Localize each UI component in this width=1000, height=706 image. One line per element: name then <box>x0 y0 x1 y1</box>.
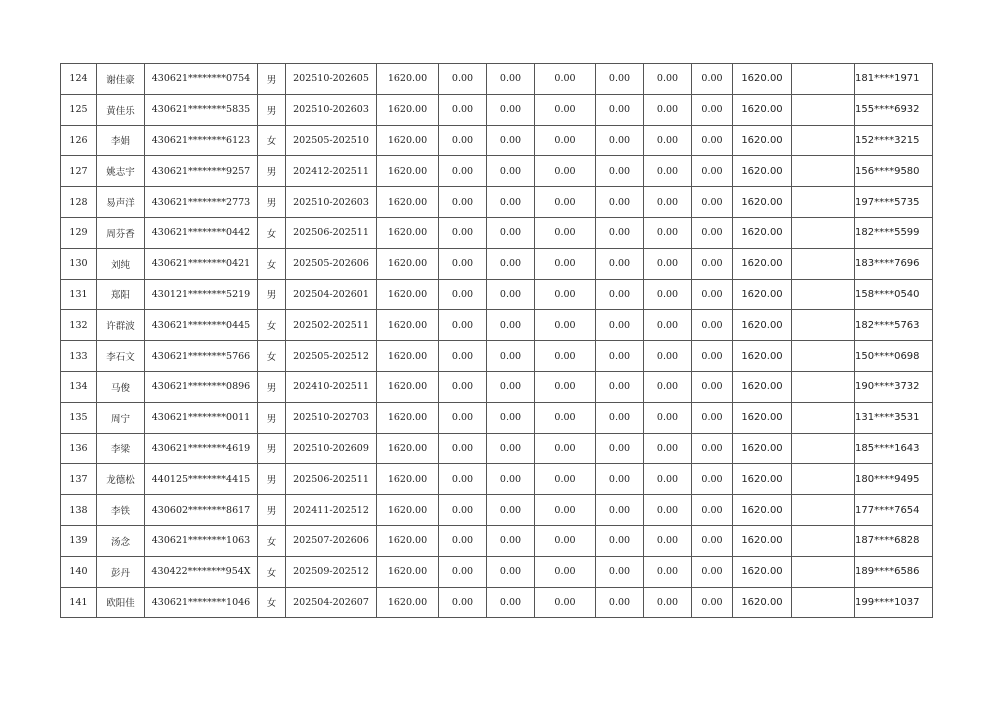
cell-amount-1: 1620.00 <box>377 125 439 156</box>
cell-period: 202504-202601 <box>286 279 377 310</box>
cell-id-number: 430621********0896 <box>145 371 258 402</box>
cell-amount-6: 0.00 <box>644 94 692 125</box>
table-row <box>61 156 933 187</box>
cell-period: 202504-202607 <box>286 587 377 618</box>
cell-amount-3: 0.00 <box>487 217 535 248</box>
cell-note <box>792 187 855 218</box>
cell-amount-4: 0.00 <box>535 464 596 495</box>
cell-index: 133 <box>61 341 97 372</box>
cell-amount-2: 0.00 <box>439 64 487 95</box>
cell-amount-2: 0.00 <box>439 556 487 587</box>
cell-sex: 男 <box>258 64 286 95</box>
cell-amount-7: 0.00 <box>692 310 733 341</box>
cell-amount-5: 0.00 <box>596 217 644 248</box>
cell-amount-6: 0.00 <box>644 310 692 341</box>
cell-total: 1620.00 <box>733 125 792 156</box>
cell-sex: 男 <box>258 371 286 402</box>
table-row <box>61 310 933 341</box>
cell-index: 130 <box>61 248 97 279</box>
cell-id-number: 430621********1046 <box>145 587 258 618</box>
cell-amount-4: 0.00 <box>535 94 596 125</box>
cell-sex: 男 <box>258 402 286 433</box>
cell-amount-1: 1620.00 <box>377 433 439 464</box>
cell-period: 202510-202609 <box>286 433 377 464</box>
cell-amount-1: 1620.00 <box>377 187 439 218</box>
cell-index: 138 <box>61 495 97 526</box>
cell-amount-5: 0.00 <box>596 464 644 495</box>
cell-amount-6: 0.00 <box>644 217 692 248</box>
cell-amount-2: 0.00 <box>439 464 487 495</box>
table-row <box>61 217 933 248</box>
cell-note <box>792 248 855 279</box>
cell-amount-6: 0.00 <box>644 371 692 402</box>
cell-total: 1620.00 <box>733 217 792 248</box>
cell-amount-4: 0.00 <box>535 495 596 526</box>
cell-total: 1620.00 <box>733 64 792 95</box>
cell-phone: 158****0540 <box>855 279 933 310</box>
cell-phone: 190****3732 <box>855 371 933 402</box>
cell-amount-3: 0.00 <box>487 525 535 556</box>
cell-phone: 199****1037 <box>855 587 933 618</box>
cell-total: 1620.00 <box>733 156 792 187</box>
cell-amount-1: 1620.00 <box>377 464 439 495</box>
cell-note <box>792 156 855 187</box>
cell-amount-5: 0.00 <box>596 94 644 125</box>
cell-phone: 197****5735 <box>855 187 933 218</box>
cell-period: 202510-202703 <box>286 402 377 433</box>
cell-name: 许群波 <box>97 310 145 341</box>
cell-amount-6: 0.00 <box>644 341 692 372</box>
cell-amount-1: 1620.00 <box>377 402 439 433</box>
cell-amount-1: 1620.00 <box>377 341 439 372</box>
cell-phone: 187****6828 <box>855 525 933 556</box>
cell-amount-5: 0.00 <box>596 341 644 372</box>
cell-amount-1: 1620.00 <box>377 279 439 310</box>
cell-amount-1: 1620.00 <box>377 310 439 341</box>
cell-amount-5: 0.00 <box>596 187 644 218</box>
cell-amount-5: 0.00 <box>596 525 644 556</box>
cell-amount-4: 0.00 <box>535 587 596 618</box>
cell-note <box>792 556 855 587</box>
cell-total: 1620.00 <box>733 587 792 618</box>
cell-name: 周芬香 <box>97 217 145 248</box>
cell-amount-4: 0.00 <box>535 371 596 402</box>
cell-amount-4: 0.00 <box>535 433 596 464</box>
cell-amount-6: 0.00 <box>644 556 692 587</box>
cell-phone: 181****1971 <box>855 64 933 95</box>
cell-note <box>792 64 855 95</box>
cell-amount-7: 0.00 <box>692 495 733 526</box>
cell-name: 汤念 <box>97 525 145 556</box>
cell-id-number: 430621********0011 <box>145 402 258 433</box>
cell-sex: 男 <box>258 279 286 310</box>
cell-index: 129 <box>61 217 97 248</box>
cell-phone: 177****7654 <box>855 495 933 526</box>
cell-amount-6: 0.00 <box>644 495 692 526</box>
cell-note <box>792 94 855 125</box>
cell-amount-3: 0.00 <box>487 156 535 187</box>
cell-period: 202507-202606 <box>286 525 377 556</box>
cell-name: 马俊 <box>97 371 145 402</box>
cell-amount-2: 0.00 <box>439 433 487 464</box>
cell-note <box>792 217 855 248</box>
cell-amount-5: 0.00 <box>596 248 644 279</box>
cell-amount-2: 0.00 <box>439 217 487 248</box>
cell-name: 李铁 <box>97 495 145 526</box>
table-row <box>61 94 933 125</box>
cell-phone: 150****0698 <box>855 341 933 372</box>
cell-id-number: 430621********2773 <box>145 187 258 218</box>
cell-index: 140 <box>61 556 97 587</box>
cell-amount-4: 0.00 <box>535 187 596 218</box>
cell-amount-1: 1620.00 <box>377 525 439 556</box>
cell-id-number: 430621********1063 <box>145 525 258 556</box>
cell-index: 124 <box>61 64 97 95</box>
table-row <box>61 279 933 310</box>
cell-amount-3: 0.00 <box>487 279 535 310</box>
cell-phone: 152****3215 <box>855 125 933 156</box>
cell-index: 136 <box>61 433 97 464</box>
roster-body <box>61 64 933 618</box>
cell-amount-2: 0.00 <box>439 341 487 372</box>
cell-amount-6: 0.00 <box>644 587 692 618</box>
cell-amount-7: 0.00 <box>692 587 733 618</box>
cell-total: 1620.00 <box>733 402 792 433</box>
cell-amount-7: 0.00 <box>692 64 733 95</box>
cell-index: 125 <box>61 94 97 125</box>
cell-note <box>792 495 855 526</box>
cell-amount-4: 0.00 <box>535 556 596 587</box>
cell-amount-4: 0.00 <box>535 217 596 248</box>
cell-amount-2: 0.00 <box>439 125 487 156</box>
cell-amount-1: 1620.00 <box>377 495 439 526</box>
cell-amount-6: 0.00 <box>644 279 692 310</box>
cell-amount-1: 1620.00 <box>377 94 439 125</box>
cell-sex: 男 <box>258 156 286 187</box>
cell-amount-4: 0.00 <box>535 402 596 433</box>
cell-amount-4: 0.00 <box>535 125 596 156</box>
cell-amount-2: 0.00 <box>439 156 487 187</box>
cell-note <box>792 279 855 310</box>
cell-period: 202505-202512 <box>286 341 377 372</box>
cell-name: 李梁 <box>97 433 145 464</box>
cell-amount-2: 0.00 <box>439 371 487 402</box>
cell-amount-5: 0.00 <box>596 556 644 587</box>
cell-total: 1620.00 <box>733 187 792 218</box>
cell-phone: 180****9495 <box>855 464 933 495</box>
cell-index: 137 <box>61 464 97 495</box>
cell-phone: 182****5763 <box>855 310 933 341</box>
cell-name: 黄佳乐 <box>97 94 145 125</box>
cell-amount-4: 0.00 <box>535 156 596 187</box>
cell-note <box>792 587 855 618</box>
cell-amount-3: 0.00 <box>487 464 535 495</box>
cell-amount-5: 0.00 <box>596 371 644 402</box>
cell-total: 1620.00 <box>733 464 792 495</box>
table-row <box>61 402 933 433</box>
cell-name: 周宁 <box>97 402 145 433</box>
cell-amount-6: 0.00 <box>644 64 692 95</box>
cell-period: 202410-202511 <box>286 371 377 402</box>
cell-id-number: 430621********4619 <box>145 433 258 464</box>
cell-index: 134 <box>61 371 97 402</box>
cell-amount-3: 0.00 <box>487 64 535 95</box>
cell-total: 1620.00 <box>733 279 792 310</box>
cell-phone: 185****1643 <box>855 433 933 464</box>
cell-note <box>792 310 855 341</box>
table-row <box>61 433 933 464</box>
cell-amount-1: 1620.00 <box>377 587 439 618</box>
cell-amount-5: 0.00 <box>596 402 644 433</box>
cell-amount-5: 0.00 <box>596 495 644 526</box>
cell-name: 彭丹 <box>97 556 145 587</box>
cell-amount-4: 0.00 <box>535 310 596 341</box>
roster-table <box>60 63 933 618</box>
cell-amount-5: 0.00 <box>596 587 644 618</box>
cell-name: 郑阳 <box>97 279 145 310</box>
cell-amount-2: 0.00 <box>439 94 487 125</box>
cell-period: 202502-202511 <box>286 310 377 341</box>
cell-amount-5: 0.00 <box>596 64 644 95</box>
cell-period: 202509-202512 <box>286 556 377 587</box>
cell-amount-2: 0.00 <box>439 525 487 556</box>
table-row <box>61 464 933 495</box>
table-row <box>61 556 933 587</box>
cell-sex: 男 <box>258 94 286 125</box>
cell-sex: 男 <box>258 187 286 218</box>
table-row <box>61 125 933 156</box>
cell-name: 李娟 <box>97 125 145 156</box>
cell-sex: 女 <box>258 556 286 587</box>
cell-amount-7: 0.00 <box>692 156 733 187</box>
cell-name: 谢佳豪 <box>97 64 145 95</box>
cell-amount-7: 0.00 <box>692 125 733 156</box>
cell-phone: 183****7696 <box>855 248 933 279</box>
cell-name: 李石文 <box>97 341 145 372</box>
cell-sex: 女 <box>258 310 286 341</box>
cell-amount-7: 0.00 <box>692 187 733 218</box>
table-row <box>61 64 933 95</box>
cell-index: 135 <box>61 402 97 433</box>
cell-sex: 男 <box>258 433 286 464</box>
cell-amount-3: 0.00 <box>487 495 535 526</box>
table-row <box>61 341 933 372</box>
cell-amount-2: 0.00 <box>439 248 487 279</box>
cell-amount-6: 0.00 <box>644 464 692 495</box>
cell-period: 202412-202511 <box>286 156 377 187</box>
cell-id-number: 430121********5219 <box>145 279 258 310</box>
cell-amount-3: 0.00 <box>487 402 535 433</box>
cell-id-number: 430621********0421 <box>145 248 258 279</box>
cell-amount-4: 0.00 <box>535 341 596 372</box>
cell-id-number: 430621********5835 <box>145 94 258 125</box>
cell-id-number: 440125********4415 <box>145 464 258 495</box>
cell-amount-2: 0.00 <box>439 495 487 526</box>
cell-total: 1620.00 <box>733 371 792 402</box>
cell-period: 202505-202606 <box>286 248 377 279</box>
cell-total: 1620.00 <box>733 248 792 279</box>
cell-index: 139 <box>61 525 97 556</box>
cell-amount-6: 0.00 <box>644 525 692 556</box>
table-row <box>61 248 933 279</box>
cell-amount-7: 0.00 <box>692 433 733 464</box>
cell-total: 1620.00 <box>733 310 792 341</box>
cell-amount-3: 0.00 <box>487 94 535 125</box>
cell-amount-1: 1620.00 <box>377 371 439 402</box>
cell-amount-7: 0.00 <box>692 402 733 433</box>
cell-amount-7: 0.00 <box>692 279 733 310</box>
cell-amount-6: 0.00 <box>644 402 692 433</box>
cell-amount-6: 0.00 <box>644 187 692 218</box>
cell-amount-2: 0.00 <box>439 402 487 433</box>
cell-amount-4: 0.00 <box>535 525 596 556</box>
cell-sex: 女 <box>258 341 286 372</box>
cell-sex: 女 <box>258 587 286 618</box>
cell-total: 1620.00 <box>733 433 792 464</box>
cell-total: 1620.00 <box>733 94 792 125</box>
cell-amount-1: 1620.00 <box>377 156 439 187</box>
cell-id-number: 430621********0754 <box>145 64 258 95</box>
cell-amount-3: 0.00 <box>487 371 535 402</box>
cell-amount-6: 0.00 <box>644 125 692 156</box>
cell-period: 202411-202512 <box>286 495 377 526</box>
cell-period: 202510-202605 <box>286 64 377 95</box>
cell-name: 易声洋 <box>97 187 145 218</box>
cell-index: 131 <box>61 279 97 310</box>
cell-phone: 182****5599 <box>855 217 933 248</box>
cell-name: 龙德松 <box>97 464 145 495</box>
cell-id-number: 430621********9257 <box>145 156 258 187</box>
cell-note <box>792 433 855 464</box>
cell-index: 132 <box>61 310 97 341</box>
cell-total: 1620.00 <box>733 341 792 372</box>
cell-period: 202510-202603 <box>286 94 377 125</box>
cell-note <box>792 341 855 372</box>
cell-amount-3: 0.00 <box>487 248 535 279</box>
cell-sex: 男 <box>258 464 286 495</box>
cell-amount-7: 0.00 <box>692 525 733 556</box>
cell-amount-7: 0.00 <box>692 556 733 587</box>
cell-note <box>792 525 855 556</box>
cell-amount-1: 1620.00 <box>377 64 439 95</box>
cell-phone: 189****6586 <box>855 556 933 587</box>
cell-amount-3: 0.00 <box>487 587 535 618</box>
table-row <box>61 587 933 618</box>
cell-amount-5: 0.00 <box>596 310 644 341</box>
cell-index: 128 <box>61 187 97 218</box>
table-row <box>61 371 933 402</box>
cell-sex: 女 <box>258 525 286 556</box>
cell-amount-5: 0.00 <box>596 156 644 187</box>
cell-total: 1620.00 <box>733 556 792 587</box>
cell-amount-6: 0.00 <box>644 156 692 187</box>
cell-amount-7: 0.00 <box>692 248 733 279</box>
cell-phone: 156****9580 <box>855 156 933 187</box>
cell-index: 127 <box>61 156 97 187</box>
table-row <box>61 495 933 526</box>
cell-index: 141 <box>61 587 97 618</box>
cell-total: 1620.00 <box>733 525 792 556</box>
cell-sex: 男 <box>258 495 286 526</box>
cell-amount-5: 0.00 <box>596 279 644 310</box>
cell-note <box>792 125 855 156</box>
table-row <box>61 525 933 556</box>
cell-amount-3: 0.00 <box>487 341 535 372</box>
cell-note <box>792 371 855 402</box>
cell-id-number: 430602********8617 <box>145 495 258 526</box>
cell-amount-5: 0.00 <box>596 433 644 464</box>
cell-note <box>792 402 855 433</box>
cell-amount-7: 0.00 <box>692 464 733 495</box>
cell-amount-3: 0.00 <box>487 187 535 218</box>
cell-amount-5: 0.00 <box>596 125 644 156</box>
cell-name: 欧阳佳 <box>97 587 145 618</box>
cell-amount-2: 0.00 <box>439 587 487 618</box>
cell-name: 姚志宇 <box>97 156 145 187</box>
cell-amount-2: 0.00 <box>439 187 487 218</box>
cell-amount-1: 1620.00 <box>377 556 439 587</box>
cell-sex: 女 <box>258 125 286 156</box>
cell-total: 1620.00 <box>733 495 792 526</box>
cell-amount-4: 0.00 <box>535 279 596 310</box>
cell-amount-2: 0.00 <box>439 310 487 341</box>
cell-id-number: 430621********6123 <box>145 125 258 156</box>
cell-phone: 155****6932 <box>855 94 933 125</box>
table-row <box>61 187 933 218</box>
cell-sex: 女 <box>258 217 286 248</box>
cell-amount-7: 0.00 <box>692 371 733 402</box>
cell-period: 202506-202511 <box>286 464 377 495</box>
cell-amount-1: 1620.00 <box>377 248 439 279</box>
cell-id-number: 430422********954X <box>145 556 258 587</box>
cell-amount-3: 0.00 <box>487 433 535 464</box>
cell-amount-7: 0.00 <box>692 94 733 125</box>
cell-period: 202510-202603 <box>286 187 377 218</box>
cell-amount-1: 1620.00 <box>377 217 439 248</box>
cell-note <box>792 464 855 495</box>
cell-amount-4: 0.00 <box>535 248 596 279</box>
cell-name: 刘纯 <box>97 248 145 279</box>
cell-amount-3: 0.00 <box>487 556 535 587</box>
cell-id-number: 430621********5766 <box>145 341 258 372</box>
cell-amount-3: 0.00 <box>487 125 535 156</box>
cell-period: 202506-202511 <box>286 217 377 248</box>
cell-id-number: 430621********0445 <box>145 310 258 341</box>
cell-amount-7: 0.00 <box>692 341 733 372</box>
cell-amount-7: 0.00 <box>692 217 733 248</box>
cell-amount-4: 0.00 <box>535 64 596 95</box>
cell-index: 126 <box>61 125 97 156</box>
cell-amount-2: 0.00 <box>439 279 487 310</box>
cell-amount-6: 0.00 <box>644 248 692 279</box>
cell-sex: 女 <box>258 248 286 279</box>
cell-id-number: 430621********0442 <box>145 217 258 248</box>
cell-amount-6: 0.00 <box>644 433 692 464</box>
cell-period: 202505-202510 <box>286 125 377 156</box>
cell-amount-3: 0.00 <box>487 310 535 341</box>
cell-phone: 131****3531 <box>855 402 933 433</box>
